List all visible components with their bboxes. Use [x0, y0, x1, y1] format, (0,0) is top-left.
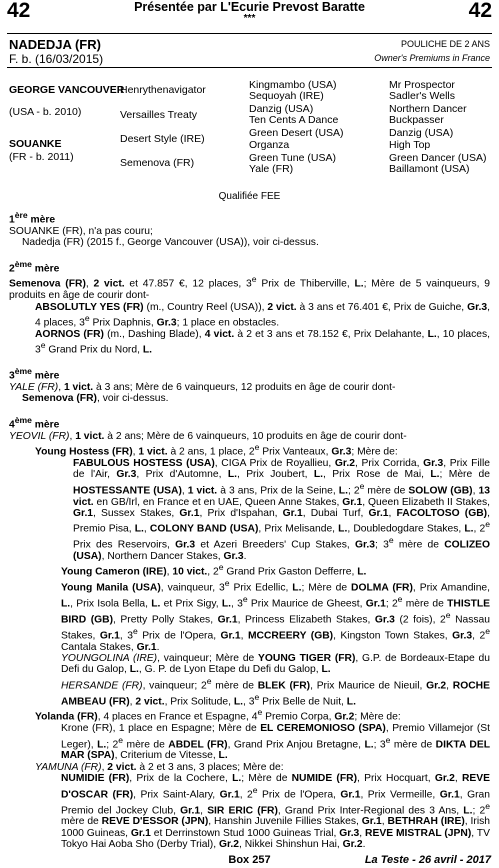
sex-age: POULICHE DE 2 ANS — [400, 39, 490, 49]
pedigree-gen3: Green Desert (USA) — [249, 127, 344, 139]
produce-paragraph: YEOVIL (FR), 1 vict. à 2 ans; Mère de 6 vainqueurs, 10 produits en âge de courir dont- — [9, 430, 407, 442]
pedigree-gen3: Danzig (USA) — [249, 103, 314, 115]
pedigree-gen4: High Top — [389, 139, 431, 151]
pedigree-gen4: Sadler's Wells — [389, 90, 455, 102]
pedigree-gen2: Desert Style (IRE) — [120, 133, 205, 145]
pedigree-gen4: Buckpasser — [389, 114, 444, 126]
produce-record — [9, 210, 490, 851]
produce-paragraph: AORNOS (FR) (m., Dashing Blade), 4 vict. à 2 et 3 ans et 78.152 €, Prix Delahante, L., 10 places, 3e Grand Prix du Nord, L. — [35, 328, 491, 356]
premium-note: Owner's Premiums in France — [374, 53, 490, 63]
produce-paragraph: YOUNGOLINA (IRE), vainqueur; Mère de YOUNG TIGER (FR), G.P. de Bordeaux-Etape du Defi du Galop, L., G. P. de Lyon Etape du Defi du Galop, L. — [61, 652, 490, 676]
section-heading: 3ème mère — [9, 366, 60, 382]
produce-paragraph: Young Cameron (IRE), 10 vict., 2e Grand Prix Gaston Defferre, L. — [61, 562, 367, 578]
horse-name: NADEDJA (FR) — [9, 37, 101, 52]
pedigree-gen3: Kingmambo (USA) — [249, 79, 337, 91]
produce-paragraph: NUMIDIE (FR), Prix de la Cochere, L.; Mère de NUMIDE (FR), Prix Hocquart, Gr.2, REVE D'OSCAR (FR), Prix Saint-Alary, Gr.1, 2e Prix de l'Opera, Gr.1, Prix Vermeille, Gr.1, Gran Premio del Jockey Club, Gr.1, SIR ERIC (FR), Grand Prix Inter-Regional des 3 Ans, L.; 2e mère de REVE D'ESSOR (JPN), Hanshin Juvenile Fillies Stakes, Gr.1, BETHRAH (IRE), Irish 1000 Guineas, Gr.1 et Derrinstown Stud 1000 Guineas Trial, Gr.3, REVE MISTRAL (JPN), TV Tokyo Hai Aoba Sho (Derby Trial), Gr.2, Nikkei Shinshun Hai, Gr.2. — [61, 773, 491, 851]
produce-paragraph: FABULOUS HOSTESS (USA), CIGA Prix de Royallieu, Gr.2, Prix Corrida, Gr.3, Prix Fille de l'Air, Gr.3, Prix d'Automne, L., Prix Joubert, L., Prix Rose de Mai, L.; Mère de HOSTESSANTE (USA), 1 vict. à 3 ans, Prix de la Seine, L.; 2e mère de SOLOW (GB), 13 vict. en GB/Irl, en France et en UAE, Queen Anne Stakes, Gr.1, Queen Elizabeth II Stakes, Gr.1, Sussex Stakes, Gr.1, Prix d'Ispahan, Gr.1, Dubai Turf, Gr.1, FACOLTOSO (GB), Premio Pisa, L., COLONY BAND (USA), Prix Melisande, L., Doubledogdare Stakes, L., 2e Prix des Reservoirs, Gr.3 et Azeri Breeders' Cup Stakes, Gr.3; 3e mère de COLIZEO (USA), Northern Dancer Stakes, Gr.3. — [73, 457, 491, 562]
sire-name: GEORGE VANCOUVER — [9, 84, 125, 96]
pedigree-gen4: Baillamont (USA) — [389, 163, 470, 175]
produce-paragraph: YAMUNA (FR), 2 vict. à 2 et 3 ans, 3 places; Mère de: — [35, 761, 284, 773]
sire-origin: (USA - b. 2010) — [9, 106, 82, 118]
pedigree-gen2: Semenova (FR) — [120, 157, 195, 169]
produce-paragraph: HERSANDE (FR), vainqueur; 2e mère de BLEK (FR), Prix Maurice de Nieuil, Gr.2, ROCHE AMBEAU (FR), 2 vict., Prix Solitude, L., 3e Prix Belle de Nuit, L. — [61, 675, 490, 707]
produce-paragraph: Young Hostess (FR), 1 vict. à 2 ans, 1 place, 2e Prix Vanteaux, Gr.3; Mère de: — [35, 442, 398, 458]
divider — [7, 33, 492, 34]
produce-paragraph: ABSOLUTLY YES (FR) (m., Country Reel (USA)), 2 vict. à 3 ans et 76.401 €, Prix de Guiche, Gr.3, 4 places, 3e Prix Daphnis, Gr.3; 1 place en obstacles. — [35, 301, 490, 329]
produce-paragraph: Semenova (FR), 2 vict. et 47.857 €, 12 places, 3e Prix de Thiberville, L.; Mère de 5 vainqueurs, 9 produits en âge de courir dont- — [9, 274, 490, 302]
rating-stars: *** — [243, 13, 256, 24]
section-heading: 1ère mère — [9, 210, 56, 226]
consignor: Présentée par L'Ecurie Prevost Baratte — [134, 0, 365, 14]
pedigree-gen3: Ten Cents A Dance — [249, 114, 339, 126]
pedigree-gen3: Yale (FR) — [249, 163, 294, 175]
produce-paragraph: Young Manila (USA), vainqueur, 3e Prix Edellic, L.; Mère de DOLMA (FR), Prix Amandine, L., Prix Isola Bella, L. et Prix Sigy, L., 3e Prix Maurice de Gheest, Gr.1; 2e mère de THISTLE BIRD (GB), Pretty Polly Stakes, Gr.1, Princess Elizabeth Stakes, Gr.3 (2 fois), 2e Nassau Stakes, Gr.1, 3e Prix de l'Opera, Gr.1, MCCREERY (GB), Kingston Town Stakes, Gr.3, 2e Cantala Stakes, Gr.1. — [61, 578, 491, 653]
produce-paragraph: Yolanda (FR), 4 places en France et Espagne, 4e Premio Corpa, Gr.2; Mère de: — [35, 707, 401, 723]
pedigree-gen3: Green Tune (USA) — [249, 152, 336, 164]
pedigree-gen3: Sequoyah (IRE) — [249, 90, 324, 102]
produce-paragraph: Krone (FR), 1 place en Espagne; Mère de EL CEREMONIOSO (SPA), Premio Villamejor (St Leger), L.; 2e mère de ABDEL (FR), Grand Prix Anjou Bretagne, L.; 3e mère de DIKTA DEL MAR (SPA), Criterium de Vitesse, L. — [61, 723, 490, 762]
pedigree-gen4: Green Dancer (USA) — [389, 152, 487, 164]
pedigree-gen4: Northern Dancer — [389, 103, 467, 115]
sale-date: La Teste - 26 avril - 2017 — [364, 854, 491, 866]
section-heading: 4ème mère — [9, 414, 60, 431]
produce-paragraph: Semenova (FR), voir ci-dessus. — [22, 393, 169, 405]
produce-paragraph: Nadedja (FR) (2015 f., George Vancouver (USA)), voir ci-dessus. — [22, 237, 319, 249]
divider — [7, 67, 492, 68]
pedigree-gen4: Mr Prospector — [389, 79, 455, 91]
produce-paragraph: SOUANKE (FR), n'a pas couru; — [9, 225, 153, 237]
qualification: Qualifiée FEE — [218, 191, 281, 202]
dam-origin: (FR - b. 2011) — [9, 151, 74, 163]
pedigree-gen2: Henrythenavigator — [120, 84, 206, 96]
pedigree-gen4: Danzig (USA) — [389, 127, 454, 139]
pedigree-gen3: Organza — [249, 139, 290, 151]
box-number: Box 257 — [228, 854, 271, 866]
section-heading: 2ème mère — [9, 258, 60, 275]
pedigree-gen2: Versailles Treaty — [120, 109, 198, 121]
dam-name: SOUANKE — [9, 138, 62, 150]
produce-paragraph: YALE (FR), 1 vict. à 3 ans; Mère de 6 vainqueurs, 12 produits en âge de courir dont- — [9, 382, 396, 393]
horse-details: F. b. (16/03/2015) — [9, 52, 104, 66]
lot-number-left: 42 — [7, 0, 31, 22]
lot-number-right: 42 — [468, 0, 492, 22]
